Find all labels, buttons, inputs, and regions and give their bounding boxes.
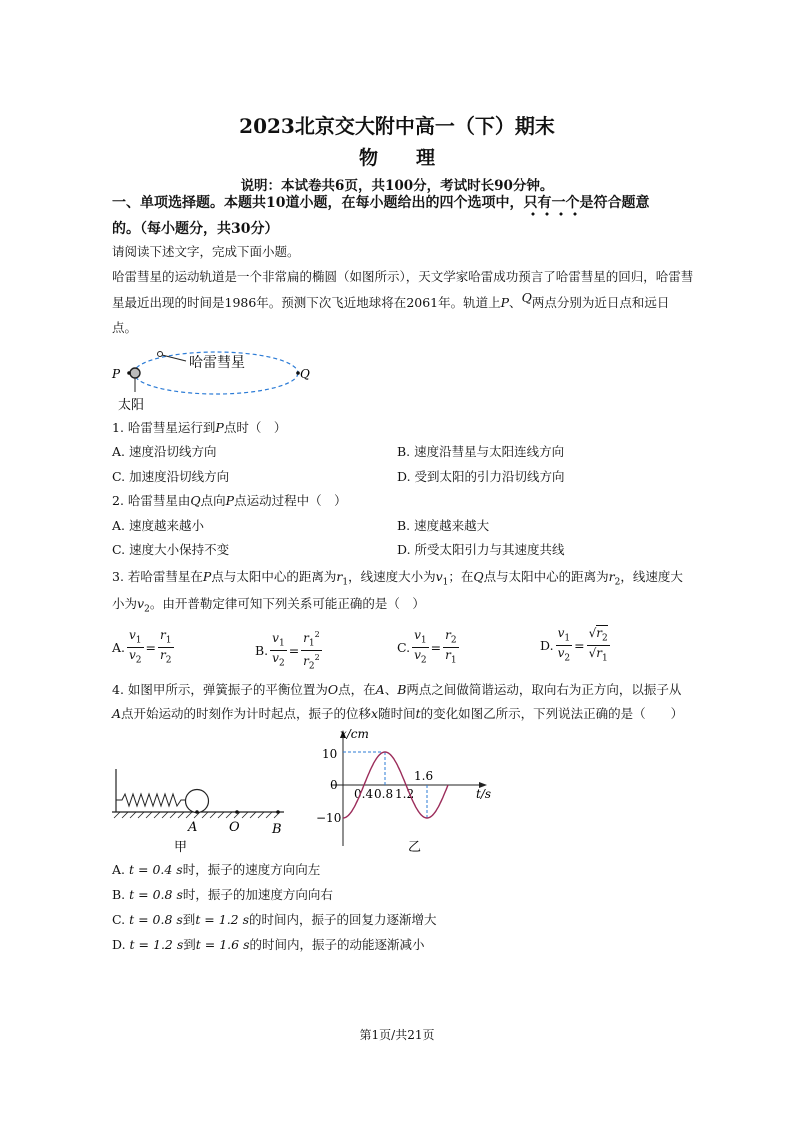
comet-icon	[158, 352, 163, 357]
fig-b-label: B	[272, 822, 282, 837]
fraction: $\frac{v_1}{v_2}$	[272, 631, 285, 669]
q3-text-e: ；在	[448, 569, 474, 584]
q3-point-q: Q	[473, 569, 484, 584]
q3-text-2b: 。由开普勒定律可知下列关系可能正确的是（ ）	[149, 596, 425, 611]
passage-line2-e: 两点分别为近日点和远日	[531, 295, 670, 310]
q3-v2: v	[137, 596, 145, 611]
q3-option-c[interactable]	[397, 628, 461, 668]
x-tick-0-8: 0.8	[374, 787, 394, 801]
exam-note: 说明：本试卷共6页，共100分，考试时长90分钟。	[240, 178, 554, 194]
q3-option-b[interactable]	[255, 628, 324, 674]
passage-line1: 哈雷彗星的运动轨道是一个非常扁的椭圆（如图所示），天文学家哈雷成功预言了哈雷彗星的回归，哈雷彗	[112, 269, 694, 284]
q4-text-2b: 点开始运动的时刻作为计时起点，振子的位移	[121, 706, 372, 721]
point-a-dot	[195, 810, 199, 814]
comet-label: 哈雷彗星	[189, 355, 245, 371]
q1-stem	[112, 419, 286, 436]
fraction: $\frac{v_1}{v_2}$	[557, 626, 571, 664]
q3-text-h: ，线速度大	[620, 569, 683, 584]
point-p-dot	[127, 371, 131, 375]
point-p-label: P	[500, 295, 510, 310]
q4-option-c-label: C.	[112, 912, 126, 927]
q3-r2: r	[608, 569, 615, 584]
sun-label: 太阳	[118, 398, 145, 413]
point-o-dot	[235, 810, 239, 814]
q2-stem-a: 2. 哈雷彗星由	[112, 493, 191, 508]
q3-option-d-label: D.	[540, 638, 554, 654]
q2-option-d[interactable]: D. 所受太阳引力与其速度共线	[397, 542, 565, 557]
q1-option-c[interactable]: C. 加速度沿切线方向	[112, 469, 230, 484]
passage-intro: 请阅读下述文字，完成下面小题。	[112, 244, 300, 259]
q3-text-a: 3. 若哈雷彗星在	[112, 569, 203, 584]
q4-option-b[interactable]	[112, 886, 333, 903]
q4-var-x: x	[371, 706, 379, 721]
q1-option-a[interactable]: A. 速度沿切线方向	[112, 444, 217, 459]
q4-option-a-expr: t = 0.4 s	[129, 862, 183, 877]
q3-option-b-label: B.	[255, 643, 269, 659]
equals-sign: =	[574, 638, 585, 654]
q3-line2	[112, 595, 425, 619]
q4-text-2d: 随时间	[378, 706, 416, 721]
q4-text-e: 、	[384, 682, 398, 697]
q4-text-2f: 的变化如图乙所示，下列说法正确的是（ ）	[420, 706, 684, 721]
fraction: $\frac{r_2}{r_1}$	[445, 628, 457, 666]
q4-line1	[112, 681, 681, 698]
q4-option-d-text: 的时间内，振子的动能逐渐减小	[249, 937, 425, 952]
q4-var-t: t	[415, 706, 421, 721]
q3-option-a-label: A.	[112, 640, 126, 656]
equals-sign: =	[145, 640, 157, 656]
q4-option-c-text: 的时间内，振子的回复力逐渐增大	[249, 912, 437, 927]
point-b-dot	[276, 810, 280, 814]
q4-point-b: B	[397, 682, 407, 697]
q4-option-d-label: D.	[112, 937, 126, 952]
q3-option-a[interactable]	[112, 628, 176, 668]
fraction: $\frac{r_1}{r_2}$	[160, 628, 172, 666]
q3-text-c: 点与太阳中心的距离为	[211, 569, 337, 584]
q4-line2	[112, 705, 683, 722]
q2-stem-c: 点向	[200, 493, 226, 508]
passage-line3: 点。	[112, 320, 138, 335]
section-heading-part1: 一、单项选择题。本题共10道小题，在每小题给出的四个选项中，	[112, 195, 524, 211]
orbit-figure	[108, 340, 323, 415]
q4-option-b-expr: t = 0.8 s	[129, 887, 183, 902]
q4-point-a: A	[375, 682, 385, 697]
section-heading	[112, 194, 649, 213]
section-heading-part3: 是符合题意	[579, 195, 650, 211]
orbit-q-label: Q	[300, 367, 310, 381]
q3-line1	[112, 568, 683, 592]
passage-line2	[112, 290, 670, 311]
y-tick-0: 0	[330, 778, 338, 792]
exam-title: 2023北京交大附中高一（下）期末	[239, 114, 555, 138]
x-tick-1-2: 1.2	[395, 787, 415, 801]
q2-option-b[interactable]: B. 速度越来越大	[397, 518, 490, 533]
equals-sign: =	[288, 643, 300, 659]
q4-option-b-text: 时，振子的加速度方向向右	[182, 887, 333, 902]
y-tick-neg10: −10	[316, 811, 342, 825]
fig-o-label: O	[229, 820, 240, 835]
passage-line2-sep: 、	[509, 295, 522, 310]
q3-option-c-label: C.	[397, 640, 411, 656]
q2-option-a[interactable]: A. 速度越来越小	[112, 518, 204, 533]
q4-point-a2: A	[112, 706, 122, 721]
q4-option-d[interactable]	[112, 936, 425, 953]
page-number: 第1页/共21页	[359, 1028, 435, 1042]
q4-option-a-label: A.	[112, 862, 126, 877]
fig-yi-caption: 乙	[408, 840, 422, 855]
q3-option-d[interactable]	[540, 626, 612, 666]
q4-option-c-expr1: t = 0.8 s	[129, 912, 183, 927]
q4-option-d-expr2: t = 1.6 s	[195, 937, 250, 952]
q3-text-2a: 小为	[112, 596, 138, 611]
q4-text-g: 两点之间做简谐运动，取向右为正方向，以振子从	[406, 682, 682, 697]
q3-r2-sub: 2	[614, 577, 621, 588]
spring-icon	[116, 794, 185, 806]
q3-r1-sub: 1	[342, 577, 349, 588]
q4-option-c[interactable]	[112, 911, 437, 928]
equals-sign: =	[430, 640, 442, 656]
q3-text-d: ，线速度大小为	[348, 569, 436, 584]
q4-point-o: O	[327, 682, 339, 697]
point-q-label: Q	[521, 290, 532, 305]
comet-leader-line	[162, 355, 186, 361]
q1-option-d[interactable]: D. 受到太阳的引力沿切线方向	[397, 469, 565, 484]
x-tick-1-6: 1.6	[414, 769, 434, 783]
q3-text-g: 点与太阳中心的距离为	[483, 569, 609, 584]
sun-icon	[130, 368, 140, 378]
fraction: $\frac{r_1^2}{r_2^2}$	[303, 630, 320, 672]
q1-stem-c: 点时（ ）	[223, 420, 287, 435]
q2-option-c[interactable]: C. 速度大小保持不变	[112, 542, 230, 557]
q3-r1: r	[336, 569, 343, 584]
q2-point-p: P	[225, 493, 235, 508]
fraction: $\frac{v_1}{v_2}$	[129, 628, 142, 666]
q4-option-d-mid: 到	[183, 937, 196, 952]
fig-jia-caption: 甲	[174, 840, 188, 855]
q3-v1: v	[435, 569, 443, 584]
section-heading-emphasis: 只有一个	[523, 195, 580, 211]
xt-graph	[310, 726, 500, 856]
fig-a-label: A	[188, 820, 198, 835]
q4-option-d-expr1: t = 1.2 s	[129, 937, 184, 952]
q3-v1-sub: 1	[442, 577, 449, 588]
passage-line2-a: 星最近出现的时间是1986年。预测下次飞近地球将在2061年。轨道上	[112, 295, 501, 310]
q4-option-c-mid: 到	[182, 912, 196, 927]
y-axis-label: x/cm	[340, 727, 369, 741]
orbit-p-label: P	[112, 367, 121, 381]
q4-text-c: 点，在	[338, 682, 376, 697]
q3-v2-sub: 2	[144, 604, 150, 615]
oscillator-ball	[186, 790, 209, 813]
q1-option-b[interactable]: B. 速度沿彗星与太阳连线方向	[397, 444, 565, 459]
q2-stem	[112, 492, 347, 509]
q4-option-b-label: B.	[112, 887, 126, 902]
subject-title: 物 理	[359, 147, 436, 169]
q4-option-a-text: 时，振子的速度方向向左	[182, 862, 321, 877]
q2-point-q: Q	[190, 493, 201, 508]
y-tick-10: 10	[322, 747, 338, 761]
q1-stem-a: 1. 哈雷彗星运行到	[112, 420, 216, 435]
q4-text-a: 4. 如图甲所示，弹簧振子的平衡位置为	[112, 682, 328, 697]
q3-point-p: P	[202, 569, 212, 584]
fraction: $\frac{√r_2}{√r_1}$	[588, 626, 608, 664]
fraction: $\frac{v_1}{v_2}$	[414, 628, 427, 666]
section-heading-line2: 的。（每小题分，共30分）	[112, 221, 279, 237]
x-tick-0-4: 0.4	[354, 787, 374, 801]
x-axis-label: t/s	[476, 787, 492, 801]
q1-point: P	[215, 420, 224, 435]
q4-option-a[interactable]	[112, 861, 320, 878]
q2-stem-e: 点运动过程中（ ）	[234, 493, 347, 508]
spring-oscillator-figure	[108, 765, 308, 855]
q4-option-c-expr2: t = 1.2 s	[195, 912, 250, 927]
